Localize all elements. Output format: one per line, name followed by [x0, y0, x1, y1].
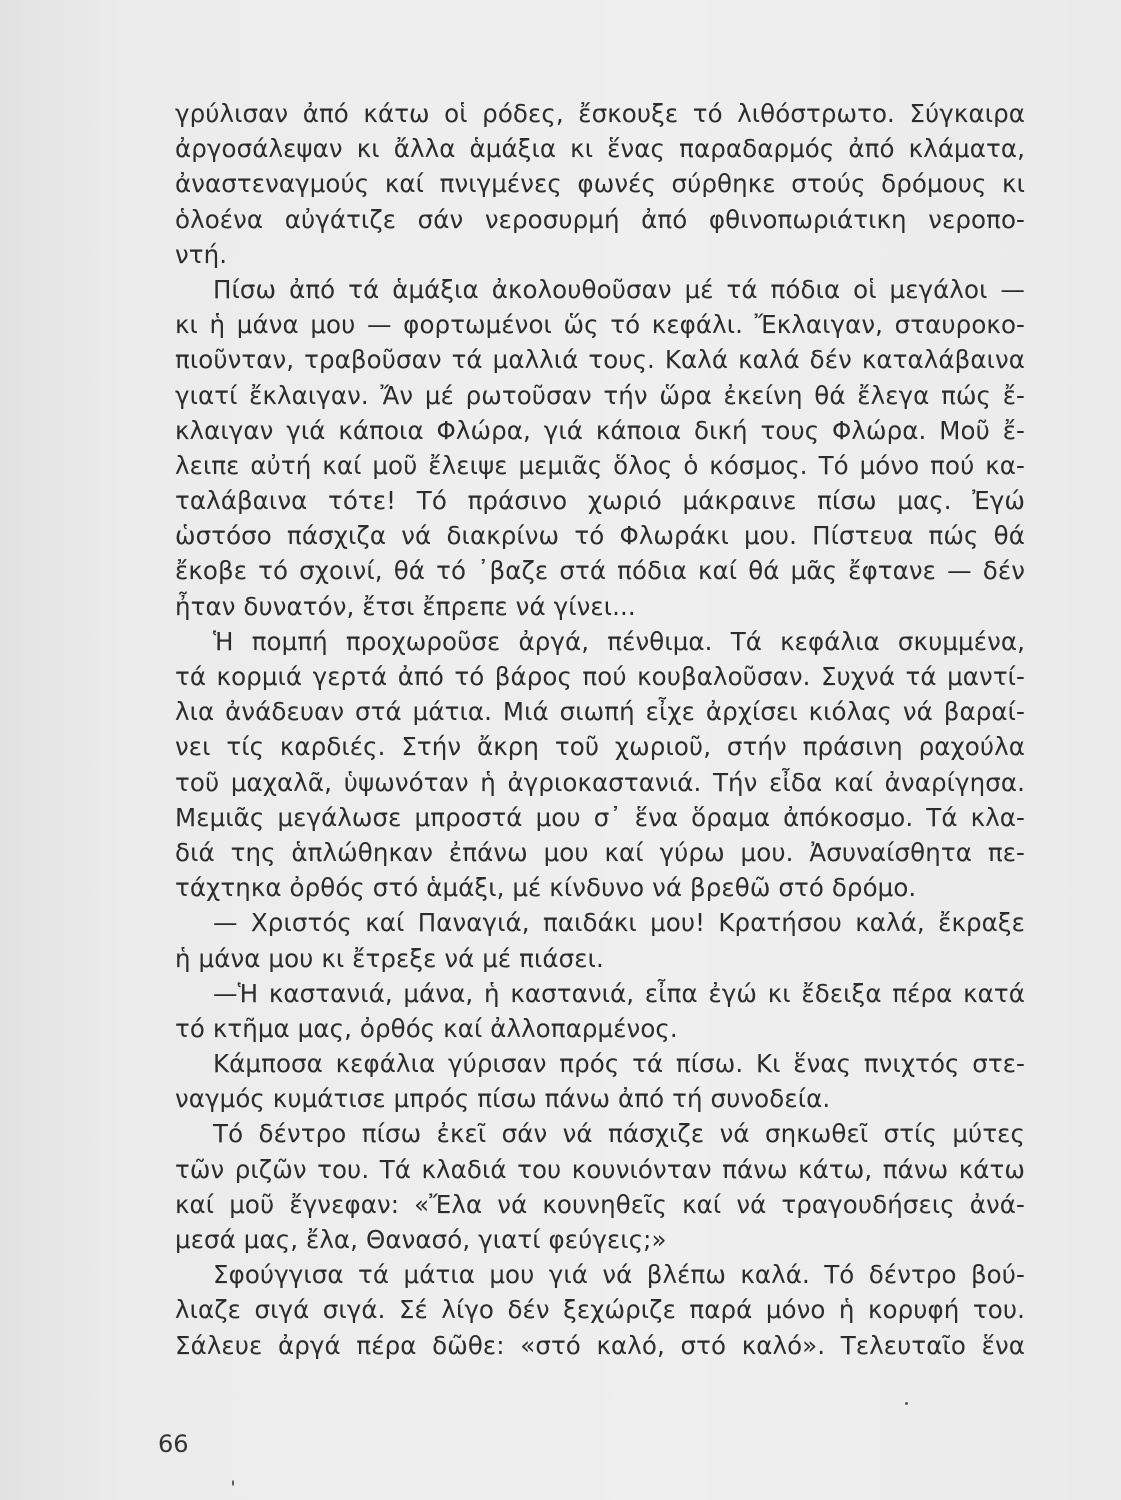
text-line: διά της ἁπλώθηκαν ἐπάνω μου καί γύρω μου. Ἀσυναίσθητα πε- — [175, 837, 1025, 867]
text-line: κλαιγαν γιά κάποια Φλώρα, γιά κάποια δική τους Φλώρα. Μοῦ ἔ- — [175, 415, 1025, 445]
text-line: — Χριστός καί Παναγιά, παιδάκι μου! Κρατήσου καλά, ἔκραξε — [213, 908, 1025, 938]
page-number: 66 — [158, 1430, 189, 1458]
print-speck — [232, 1480, 234, 1486]
text-line: Κάμποσα κεφάλια γύρισαν πρός τά πίσω. Κι ἕνας πνιχτός στε- — [213, 1049, 1025, 1079]
text-line: τοῦ μαχαλᾶ, ὑψωνόταν ἡ ἀγριοκαστανιά. Τήν εἶδα καί ἀναρίγησα. — [175, 767, 1025, 797]
text-line: λιαζε σιγά σιγά. Σέ λίγο δέν ξεχώριζε παρά μόνο ἡ κορυφή του. — [175, 1295, 1025, 1325]
text-line: ἦταν δυνατόν, ἔτσι ἔπρεπε νά γίνει... — [175, 591, 636, 621]
text-line: Ἡ πομπή προχωροῦσε ἀργά, πένθιμα. Τά κεφάλια σκυμμένα, — [213, 626, 1025, 656]
text-line: λειπε αὐτή καί μοῦ ἔλειψε μεμιᾶς ὅλος ὁ κόσμος. Τό μόνο πού κα- — [175, 450, 1025, 480]
text-line: ταλάβαινα τότε! Τό πράσινο χωριό μάκραινε πίσω μας. Ἐγώ — [175, 486, 1025, 516]
print-speck — [905, 1402, 908, 1405]
page-body-text — [175, 96, 1025, 1363]
text-line: ναγμός κυμάτισε μπρός πίσω πάνω ἀπό τή συνοδεία. — [175, 1084, 831, 1114]
text-line: Σφούγγισα τά μάτια μου γιά νά βλέπω καλά. Τό δέντρο βού- — [213, 1260, 1025, 1290]
text-line: Μεμιᾶς μεγάλωσε μπροστά μου σ᾽ ἕνα ὅραμα ἀπόκοσμο. Τά κλα- — [175, 802, 1025, 832]
text-line: —Ἡ καστανιά, μάνα, ἡ καστανιά, εἶπα ἐγώ κι ἔδειξα πέρα κατά — [213, 978, 1025, 1008]
text-line: γιατί ἔκλαιγαν. Ἄν μέ ρωτοῦσαν τήν ὥρα ἐκείνη θά ἔλεγα πώς ἔ- — [175, 380, 1025, 410]
text-line: τῶν ριζῶν του. Τά κλαδιά του κουνιόνταν πάνω κάτω, πάνω κάτω — [175, 1154, 1025, 1184]
text-line: ὡστόσο πάσχιζα νά διακρίνω τό Φλωράκι μου. Πίστευα πώς θά — [175, 521, 1025, 551]
text-line: κι ἡ μάνα μου — φορτωμένοι ὥς τό κεφάλι. Ἔκλαιγαν, σταυροκο- — [175, 310, 1025, 340]
text-line: γρύλισαν ἀπό κάτω οἱ ρόδες, ἔσκουξε τό λιθόστρωτο. Σύγκαιρα — [175, 99, 1025, 128]
text-line: Πίσω ἀπό τά ἁμάξια ἀκολουθοῦσαν μέ τά πόδια οἱ μεγάλοι — — [213, 274, 1025, 304]
text-line: Σάλευε ἀργά πέρα δῶθε: «στό καλό, στό καλό». Τελευταῖο ἕνα — [175, 1330, 1025, 1360]
text-line: τάχτηκα ὀρθός στό ἁμάξι, μέ κίνδυνο νά βρεθῶ στό δρόμο. — [175, 873, 917, 903]
text-line: νει τίς καρδιές. Στήν ἄκρη τοῦ χωριοῦ, στήν πράσινη ραχούλα — [175, 732, 1025, 762]
text-line: ντή. — [175, 239, 228, 269]
text-line: ἔκοβε τό σχοινί, θά τό ᾽βαζε στά πόδια καί θά μᾶς ἔφτανε — δέν — [175, 556, 1025, 586]
text-line: ἀργοσάλεψαν κι ἄλλα ἁμάξια κι ἕνας παραδαρμός ἀπό κλάματα, — [175, 134, 1025, 164]
text-line: καί μοῦ ἔγνεφαν: «Ἔλα νά κουνηθεῖς καί νά τραγουδήσεις ἀνά- — [175, 1189, 1025, 1219]
text-line: λια ἀνάδευαν στά μάτια. Μιά σιωπή εἶχε ἀρχίσει κιόλας νά βαραί- — [175, 697, 1025, 727]
text-line: τό κτῆμα μας, ὀρθός καί ἀλλοπαρμένος. — [175, 1013, 678, 1043]
text-line: ἡ μάνα μου κι ἔτρεξε νά μέ πιάσει. — [175, 943, 604, 973]
text-line: Τό δέντρο πίσω ἐκεῖ σάν νά πάσχιζε νά σηκωθεῖ στίς μύτες — [213, 1119, 1025, 1149]
text-line: πιοῦνταν, τραβοῦσαν τά μαλλιά τους. Καλά καλά δέν καταλάβαινα — [175, 345, 1025, 375]
text-line: τά κορμιά γερτά ἀπό τό βάρος πού κουβαλοῦσαν. Συχνά τά μαντί- — [175, 662, 1025, 691]
text-line: ὁλοένα αὐγάτιζε σάν νεροσυρμή ἀπό φθινοπωριάτικη νεροπο- — [175, 204, 1025, 234]
text-line: μεσά μας, ἔλα, Θανασό, γιατί φεύγεις;» — [175, 1225, 667, 1254]
text-line: ἀναστεναγμούς καί πνιγμένες φωνές σύρθηκε στούς δρόμους κι — [175, 169, 1025, 199]
